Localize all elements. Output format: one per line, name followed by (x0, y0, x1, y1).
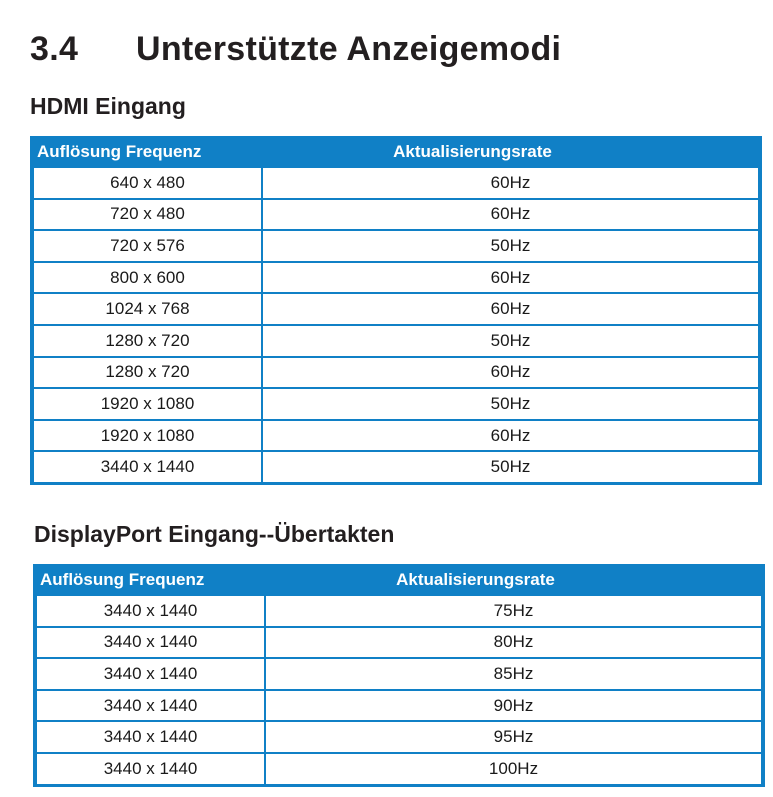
table-row (34, 263, 758, 293)
section-heading (30, 30, 561, 69)
table-row (34, 200, 758, 230)
column-header-resolution: Auflösung Frequenz (40, 570, 205, 589)
resolution-cell: 1024 x 768 (34, 294, 263, 324)
table-row (37, 659, 761, 689)
table-row (34, 168, 758, 198)
table-row (34, 326, 758, 356)
resolution-cell: 3440 x 1440 (37, 628, 266, 658)
resolution-cell: 3440 x 1440 (37, 596, 266, 626)
table-row (37, 722, 761, 752)
resolution-cell: 800 x 600 (34, 263, 263, 293)
resolution-cell: 1920 x 1080 (34, 389, 263, 419)
table-row (34, 231, 758, 261)
refresh-rate-cell: 50Hz (490, 393, 531, 413)
table-row (37, 628, 761, 658)
refresh-rate-cell: 50Hz (490, 235, 531, 255)
table-row (37, 596, 761, 626)
section-number: 3.4 (30, 30, 79, 68)
table-row (37, 754, 761, 784)
table-row (34, 358, 758, 388)
resolution-cell: 3440 x 1440 (37, 754, 266, 784)
refresh-rate-cell: 60Hz (490, 362, 531, 382)
table-header (34, 136, 758, 168)
table-header (37, 564, 761, 596)
displayport-subheading: DisplayPort Eingang--Übertakten (34, 521, 395, 547)
resolution-cell: 720 x 576 (34, 231, 263, 261)
resolution-cell: 1920 x 1080 (34, 421, 263, 451)
refresh-rate-cell: 85Hz (493, 663, 534, 683)
refresh-rate-cell: 95Hz (493, 727, 534, 747)
resolution-cell: 1280 x 720 (34, 358, 263, 388)
table-body (34, 168, 758, 482)
table-row (37, 691, 761, 721)
table-row (34, 294, 758, 324)
resolution-cell: 3440 x 1440 (34, 452, 263, 482)
refresh-rate-cell: 100Hz (488, 758, 539, 778)
refresh-rate-cell: 90Hz (493, 695, 534, 715)
resolution-cell: 3440 x 1440 (37, 722, 266, 752)
resolution-cell: 640 x 480 (34, 168, 263, 198)
refresh-rate-cell: 60Hz (490, 172, 531, 192)
resolution-cell: 3440 x 1440 (37, 659, 266, 689)
column-header-refresh-rate: Aktualisierungsrate (393, 142, 552, 161)
refresh-rate-cell: 60Hz (490, 204, 531, 224)
table-body (37, 596, 761, 784)
refresh-rate-cell: 50Hz (490, 330, 531, 350)
refresh-rate-cell: 80Hz (493, 632, 534, 652)
displayport-modes-table (33, 564, 765, 787)
column-header-refresh-rate: Aktualisierungsrate (396, 570, 555, 589)
refresh-rate-cell: 60Hz (490, 425, 531, 445)
refresh-rate-cell: 60Hz (490, 299, 531, 319)
refresh-rate-cell: 50Hz (490, 457, 531, 477)
column-header-resolution: Auflösung Frequenz (37, 142, 202, 161)
resolution-cell: 720 x 480 (34, 200, 263, 230)
refresh-rate-cell: 75Hz (493, 600, 534, 620)
table-row (34, 389, 758, 419)
table-row (34, 421, 758, 451)
refresh-rate-cell: 60Hz (490, 267, 531, 287)
section-title: Unterstützte Anzeigemodi (136, 30, 562, 68)
hdmi-modes-table (30, 136, 762, 485)
hdmi-subheading: HDMI Eingang (30, 93, 186, 119)
table-row (34, 452, 758, 482)
resolution-cell: 1280 x 720 (34, 326, 263, 356)
resolution-cell: 3440 x 1440 (37, 691, 266, 721)
